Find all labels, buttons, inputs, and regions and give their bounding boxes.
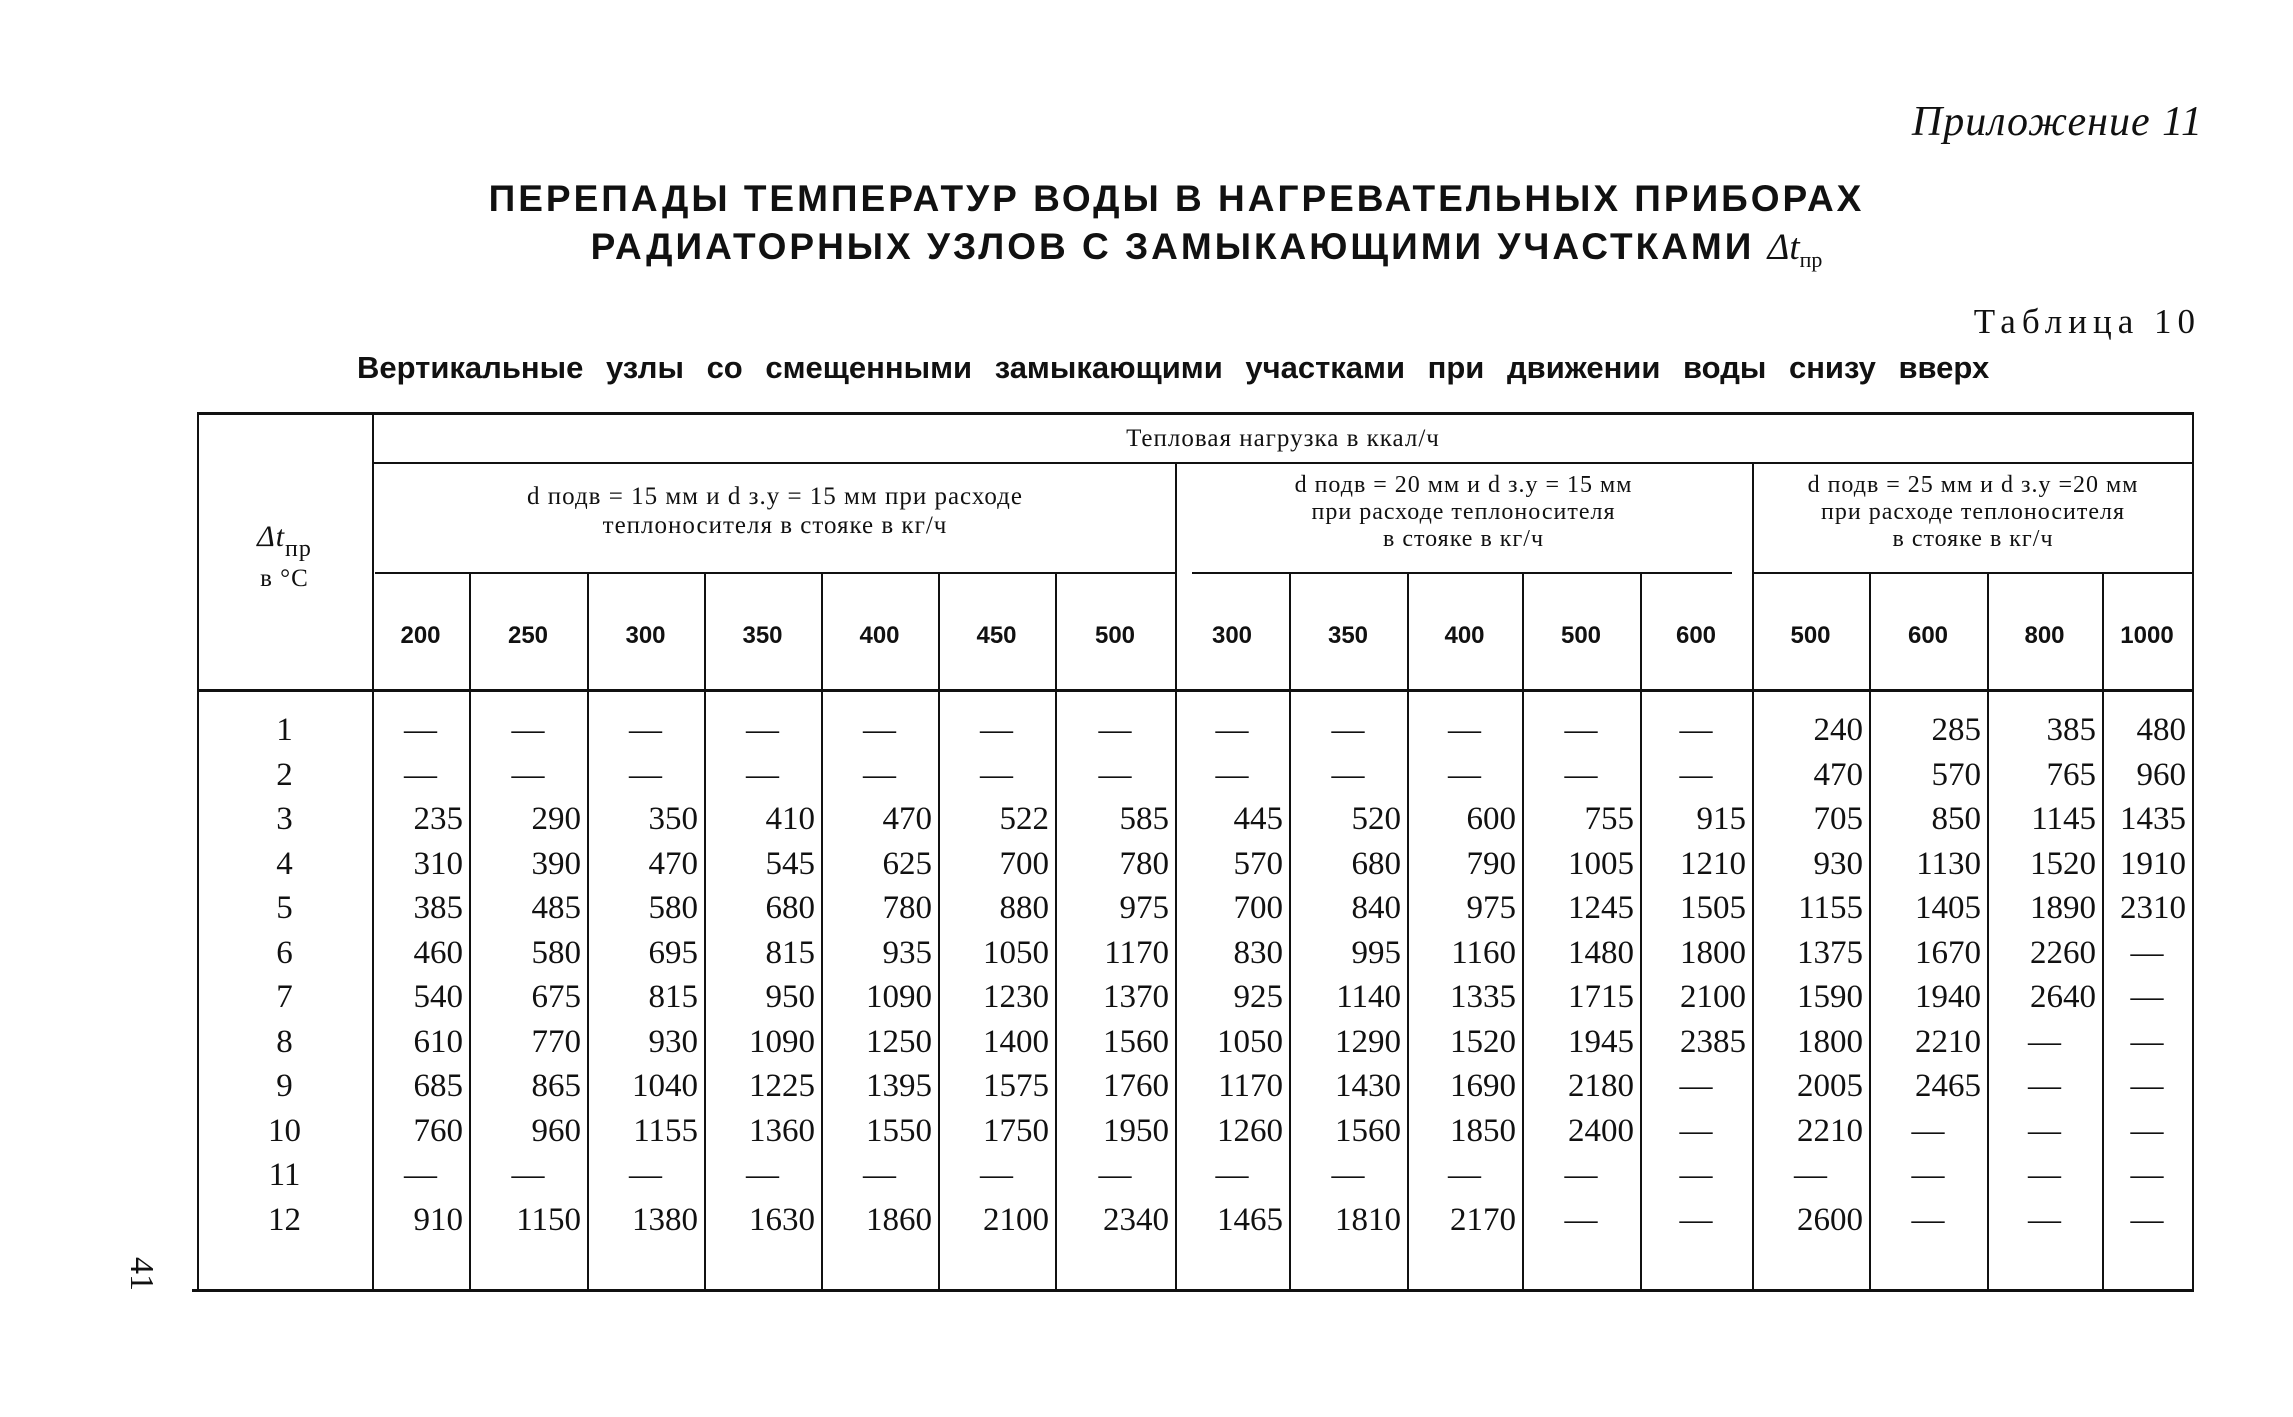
- table-cell: —: [863, 1157, 896, 1193]
- table-cell: 1145: [2031, 801, 2096, 837]
- table-cell: 1370: [1103, 979, 1169, 1015]
- table-cell: —: [1331, 756, 1365, 793]
- table-cell: 770: [531, 1023, 581, 1060]
- table-cell: —: [2130, 1112, 2164, 1149]
- table-cell: 520: [1351, 801, 1401, 837]
- table-cell: 700: [999, 845, 1049, 882]
- title-delta-sub: пр: [1799, 247, 1823, 272]
- table-cell: 925: [1233, 979, 1283, 1015]
- table-cell: 1290: [1335, 1023, 1401, 1060]
- group3-line2: при расходе теплоносителя: [1821, 499, 2125, 525]
- table-cell: —: [511, 712, 545, 748]
- table-cell: 880: [999, 890, 1049, 926]
- table-cell: —: [1098, 1157, 1132, 1193]
- table-cell: 385: [413, 890, 463, 926]
- table-cell: 1155: [633, 1112, 698, 1149]
- table-cell: —: [511, 756, 545, 793]
- table-cell: 470: [882, 801, 932, 837]
- table-cell: 995: [1351, 934, 1401, 971]
- table-cell: 1160: [1451, 934, 1516, 971]
- table-caption: Вертикальные узлы со смещенными замыкающими участками при движении воды снизу вверх: [357, 350, 1990, 385]
- column-header: 500: [1094, 622, 1136, 649]
- table-cell: 700: [1233, 890, 1283, 926]
- column-header: 200: [400, 622, 441, 649]
- table-cell: 2260: [2030, 934, 2096, 971]
- title-line-2-text: РАДИАТОРНЫХ УЗЛОВ С ЗАМЫКАЮЩИМИ УЧАСТКАМИ: [590, 226, 1755, 267]
- table-cell: —: [2130, 1023, 2164, 1060]
- table-cell: 410: [765, 801, 815, 837]
- table-cell: —: [1911, 1112, 1945, 1149]
- table-cell: 1150: [516, 1201, 581, 1238]
- table-cell: —: [1679, 756, 1713, 793]
- table-cell: 830: [1233, 934, 1283, 971]
- table-cell: 960: [531, 1112, 581, 1149]
- row-header-symbol-line: [197, 522, 372, 564]
- table-cell: —: [404, 712, 437, 748]
- table-cell: —: [1215, 1157, 1249, 1193]
- table-cell: 2100: [1680, 979, 1746, 1015]
- table-cell: 1050: [1217, 1023, 1283, 1060]
- column-header: 400: [1444, 622, 1485, 649]
- table-cell: 790: [1466, 845, 1516, 882]
- table-cell: 2400: [1568, 1112, 1634, 1149]
- row-label: 11: [268, 1157, 301, 1193]
- table-cell: 1225: [749, 1068, 815, 1104]
- column-header: 300: [625, 622, 666, 649]
- table-cell: 1155: [1798, 890, 1863, 926]
- table-cell: 1520: [1450, 1023, 1516, 1060]
- table-cell: 1090: [749, 1023, 815, 1060]
- table-cell: 235: [413, 801, 463, 837]
- table-cell: 625: [882, 845, 932, 882]
- table-cell: 1910: [2120, 845, 2186, 882]
- row-label: 6: [276, 934, 293, 971]
- group3-line3: в стояке в кг/ч: [1892, 526, 2054, 552]
- table-cell: 910: [413, 1201, 463, 1238]
- table-cell: 610: [413, 1023, 463, 1060]
- table-cell: 385: [2046, 712, 2096, 748]
- table-cell: —: [2028, 1157, 2061, 1193]
- table-cell: 1520: [2030, 845, 2096, 882]
- table-cell: 350: [648, 801, 698, 837]
- table-cell: 975: [1466, 890, 1516, 926]
- group2-line1: d подв = 20 мм и d з.у = 15 мм: [1294, 472, 1633, 498]
- table-cell: —: [980, 756, 1013, 793]
- table-cell: —: [1331, 712, 1365, 748]
- table-cell: 585: [1119, 801, 1169, 837]
- table-cell: 1750: [983, 1112, 1049, 1149]
- table-cell: 1480: [1568, 934, 1634, 971]
- table-cell: —: [746, 712, 779, 748]
- table-cell: 1245: [1568, 890, 1634, 926]
- table-cell: 2310: [2120, 890, 2186, 926]
- table-cell: 960: [2136, 756, 2186, 793]
- table-cell: 1395: [866, 1068, 932, 1104]
- table-cell: —: [1331, 1157, 1365, 1193]
- table-cell: —: [1679, 1201, 1713, 1238]
- column-header: 500: [1790, 622, 1831, 649]
- table-cell: —: [1564, 712, 1598, 748]
- table-cell: —: [1564, 756, 1598, 793]
- table-cell: 2600: [1797, 1201, 1863, 1238]
- table-cell: —: [746, 1157, 779, 1193]
- table-cell: 1090: [866, 979, 932, 1015]
- table-cell: 680: [765, 890, 815, 926]
- table-cell: 2640: [2030, 979, 2096, 1015]
- table-cell: 1170: [1104, 934, 1169, 971]
- table-cell: 580: [648, 890, 698, 926]
- table-cell: 1040: [632, 1068, 698, 1104]
- table-cell: 1260: [1217, 1112, 1283, 1149]
- table-cell: —: [404, 756, 437, 793]
- table-cell: —: [2130, 934, 2164, 971]
- table-cell: 2210: [1915, 1023, 1981, 1060]
- table-cell: 2180: [1568, 1068, 1634, 1104]
- row-header-symbol: Δt: [257, 520, 286, 553]
- table-cell: 1560: [1335, 1112, 1401, 1149]
- group1-header: [375, 482, 1175, 540]
- row-label: 12: [268, 1201, 301, 1238]
- table-cell: 930: [1813, 845, 1863, 882]
- table-cell: 755: [1584, 801, 1634, 837]
- table-cell: 780: [1119, 845, 1169, 882]
- table-cell: 815: [648, 979, 698, 1015]
- table-cell: 935: [882, 934, 932, 971]
- column-header: 350: [742, 622, 783, 649]
- table-cell: —: [1679, 1112, 1713, 1149]
- table-cell: —: [1564, 1157, 1598, 1193]
- table-number: Таблица 10: [1973, 302, 2201, 341]
- table-cell: 930: [648, 1023, 698, 1060]
- table-cell: 1575: [983, 1068, 1049, 1104]
- table-cell: —: [2028, 1068, 2061, 1104]
- group2-under-rule: [1192, 572, 1732, 574]
- table-cell: 480: [2136, 712, 2186, 748]
- row-label: 2: [276, 756, 293, 793]
- table-cell: 1630: [749, 1201, 815, 1238]
- table-cell: 570: [1931, 756, 1981, 793]
- group3-under-rule: [1752, 572, 2194, 574]
- table-cell: 1850: [1450, 1112, 1516, 1149]
- table-cell: —: [1679, 1157, 1713, 1193]
- table-cell: 1230: [983, 979, 1049, 1015]
- data-table: [197, 412, 2194, 1292]
- column-header: 450: [976, 622, 1017, 649]
- table-cell: —: [1794, 1157, 1827, 1193]
- table-cell: 600: [1466, 801, 1516, 837]
- table-cell: 705: [1813, 801, 1863, 837]
- table-cell: 1760: [1103, 1068, 1169, 1104]
- load-under-rule: [372, 462, 2194, 464]
- table-cell: —: [511, 1157, 545, 1193]
- table-cell: 1860: [866, 1201, 932, 1238]
- table-cell: —: [1679, 1068, 1713, 1104]
- table-cell: —: [1679, 712, 1713, 748]
- title-line-2: [0, 223, 2293, 284]
- table-cell: 1465: [1217, 1201, 1283, 1238]
- row-header-unit: в °С: [260, 565, 309, 592]
- table-cell: —: [404, 1157, 437, 1193]
- table-cell: —: [1448, 1157, 1481, 1193]
- table-cell: 760: [413, 1112, 463, 1149]
- table-cell: 950: [765, 979, 815, 1015]
- table-cell: 1380: [632, 1201, 698, 1238]
- table-cell: 2100: [983, 1201, 1049, 1238]
- table-cell: 1690: [1450, 1068, 1516, 1104]
- title-delta-t: [1767, 227, 1823, 272]
- table-cell: 1890: [2030, 890, 2096, 926]
- table-cell: 1335: [1450, 979, 1516, 1015]
- row-label: 4: [276, 845, 293, 882]
- table-cell: —: [2130, 1201, 2164, 1238]
- table-cell: 840: [1351, 890, 1401, 926]
- table-cell: —: [629, 756, 662, 793]
- table-cell: 1800: [1680, 934, 1746, 971]
- table-top-rule: [197, 412, 2194, 415]
- table-cell: 470: [648, 845, 698, 882]
- table-cell: 1050: [983, 934, 1049, 971]
- table-cell: 460: [413, 934, 463, 971]
- table-cell: 1800: [1797, 1023, 1863, 1060]
- column-header: 600: [1675, 622, 1717, 649]
- table-cell: 390: [531, 845, 581, 882]
- table-cell: 1945: [1568, 1023, 1634, 1060]
- group1-line1: d подв = 15 мм и d з.у = 15 мм при расходе: [527, 483, 1023, 510]
- column-header: 250: [507, 622, 549, 649]
- table-cell: —: [2130, 1157, 2164, 1193]
- group1-line2: теплоносителя в стояке в кг/ч: [602, 512, 948, 539]
- column-header: 1000: [2120, 622, 2174, 649]
- table-cell: —: [1448, 756, 1481, 793]
- group2-line3: в стояке в кг/ч: [1382, 526, 1545, 552]
- table-cell: —: [629, 712, 662, 748]
- table-cell: —: [2130, 979, 2164, 1015]
- table-cell: 850: [1931, 801, 1981, 837]
- table-cell: 290: [531, 801, 581, 837]
- table-cell: —: [2028, 1023, 2061, 1060]
- table-cell: 765: [2046, 756, 2096, 793]
- table-cell: 1360: [749, 1112, 815, 1149]
- page-number: 41: [123, 1257, 160, 1291]
- table-cell: 545: [765, 845, 815, 882]
- table-cell: 2385: [1680, 1023, 1746, 1060]
- row-label: 10: [268, 1112, 301, 1149]
- table-cell: 310: [413, 845, 463, 882]
- row-label: 8: [276, 1023, 293, 1060]
- table-cell: 470: [1813, 756, 1863, 793]
- table-cell: 1375: [1797, 934, 1863, 971]
- table-cell: 815: [765, 934, 815, 971]
- table-cell: 1560: [1103, 1023, 1169, 1060]
- table-cell: 1170: [1218, 1068, 1283, 1104]
- table-cell: 1590: [1797, 979, 1863, 1015]
- table-cell: 285: [1931, 712, 1981, 748]
- table-cell: 680: [1351, 845, 1401, 882]
- table-cell: 1005: [1568, 845, 1634, 882]
- table-cell: 675: [531, 979, 581, 1015]
- table-cell: —: [746, 756, 779, 793]
- table-cell: 1715: [1568, 979, 1634, 1015]
- table-cell: 485: [531, 890, 581, 926]
- header-bottom-rule: [197, 689, 2194, 692]
- table-cell: 975: [1119, 890, 1169, 926]
- row-label: 5: [276, 890, 293, 926]
- row-label: 9: [276, 1068, 293, 1104]
- table-cell: 1250: [866, 1023, 932, 1060]
- table-cell: —: [863, 756, 896, 793]
- column-header: 800: [2024, 622, 2065, 649]
- table-cell: 240: [1813, 712, 1863, 748]
- table-bottom-rule: [192, 1289, 2194, 1292]
- table-cell: —: [1911, 1157, 1945, 1193]
- column-header: 400: [859, 622, 900, 649]
- table-cell: —: [980, 1157, 1013, 1193]
- table-cell: 1400: [983, 1023, 1049, 1060]
- table-cell: —: [1098, 756, 1132, 793]
- table-cell: 2465: [1915, 1068, 1981, 1104]
- table-cell: 1130: [1916, 845, 1981, 882]
- table-cell: 2210: [1797, 1112, 1863, 1149]
- table-cell: 1670: [1915, 934, 1981, 971]
- table-cell: —: [2028, 1112, 2061, 1149]
- table-cell: 570: [1233, 845, 1283, 882]
- table-cell: 2170: [1450, 1201, 1516, 1238]
- table-cell: 522: [999, 801, 1049, 837]
- group2-header: [1175, 472, 1752, 553]
- table-cell: 1550: [866, 1112, 932, 1149]
- group2-line2: при расходе теплоносителя: [1311, 499, 1616, 525]
- title-delta-symbol: Δt: [1767, 227, 1800, 268]
- group3-line1: d подв = 25 мм и d з.у =20 мм: [1807, 472, 2139, 498]
- table-cell: 2340: [1103, 1201, 1169, 1238]
- load-header: Тепловая нагрузка в ккал/ч: [1126, 425, 1440, 452]
- table-cell: 2005: [1797, 1068, 1863, 1104]
- table-cell: —: [980, 712, 1013, 748]
- table-cell: 1140: [1336, 979, 1401, 1015]
- table-cell: —: [1098, 712, 1132, 748]
- page-title: [0, 175, 2293, 284]
- column-header: 600: [1907, 622, 1949, 649]
- table-cell: 915: [1696, 801, 1746, 837]
- table-cell: 685: [413, 1068, 463, 1104]
- group3-header: [1752, 472, 2194, 553]
- column-header: 500: [1560, 622, 1602, 649]
- table-cell: 1810: [1335, 1201, 1401, 1238]
- table-cell: 780: [882, 890, 932, 926]
- row-label: 7: [276, 979, 293, 1015]
- column-header: 350: [1327, 622, 1369, 649]
- table-cell: 1950: [1103, 1112, 1169, 1149]
- table-cell: —: [1215, 712, 1249, 748]
- table-cell: —: [2028, 1201, 2061, 1238]
- table-cell: 1405: [1915, 890, 1981, 926]
- table-cell: 1940: [1915, 979, 1981, 1015]
- table-cell: 865: [531, 1068, 581, 1104]
- column-header: 300: [1211, 622, 1253, 649]
- row-label: 1: [276, 712, 293, 748]
- title-line-1: ПЕРЕПАДЫ ТЕМПЕРАТУР ВОДЫ В НАГРЕВАТЕЛЬНЫХ ПРИБОРАХ: [488, 178, 1865, 219]
- table-cell: 445: [1233, 801, 1283, 837]
- table-cell: 695: [648, 934, 698, 971]
- row-header-sub: пр: [285, 536, 312, 562]
- row-header: [197, 522, 372, 593]
- table-cell: —: [1564, 1201, 1598, 1238]
- table-cell: 1430: [1335, 1068, 1401, 1104]
- table-cell: —: [1215, 756, 1249, 793]
- table-cell: 540: [413, 979, 463, 1015]
- table-cell: 1435: [2120, 801, 2186, 837]
- table-cell: —: [1448, 712, 1481, 748]
- table-cell: 1505: [1680, 890, 1746, 926]
- table-cell: —: [863, 712, 896, 748]
- table-cell: —: [2130, 1068, 2164, 1104]
- row-label: 3: [276, 801, 293, 837]
- table-cell: —: [1911, 1201, 1945, 1238]
- appendix-label: Приложение 11: [1911, 99, 2203, 145]
- table-cell: 580: [531, 934, 581, 971]
- table-cell: —: [629, 1157, 662, 1193]
- table-cell: 1210: [1680, 845, 1746, 882]
